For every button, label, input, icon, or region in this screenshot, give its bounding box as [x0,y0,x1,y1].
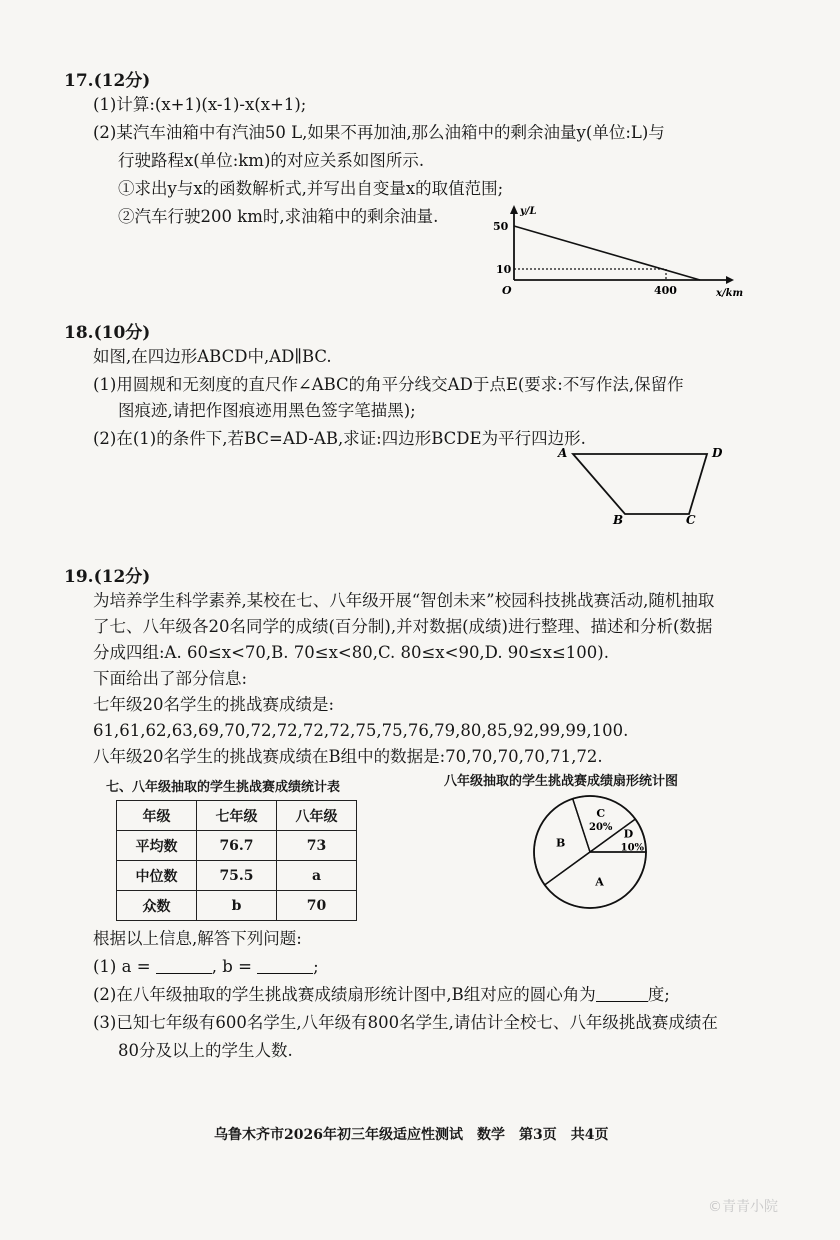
table-cell: 73 [277,831,357,861]
x-axis-arrow [726,276,734,284]
x-tick-400: 400 [654,284,677,297]
pie-label-a: A [595,875,604,889]
q17-part2-line2: 行驶路程x(单位:km)的对应关系如图所示. [118,151,425,170]
answer-blank-a[interactable] [156,957,212,974]
q18-header: 18.(10分) [64,323,151,343]
q19-grade7-title: 七年级20名学生的挑战赛成绩是: [93,695,335,714]
table-header-cell: 八年级 [277,801,357,831]
vertex-b: B [613,513,624,527]
table-header-cell: 七年级 [197,801,277,831]
vertex-c: C [686,513,696,527]
q19-q3-line2: 80分及以上的学生人数. [118,1041,293,1060]
answer-blank-angle[interactable] [596,985,648,1002]
table-cell: 中位数 [117,861,197,891]
stats-table [116,800,357,921]
table-cell: b [197,891,277,921]
q19-intro-line3: 分成四组:A. 60≤x<70,B. 70≤x<80,C. 80≤x<90,D. 90≤x≤100). [93,643,609,662]
table-cell: 众数 [117,891,197,921]
q19-q1 [93,956,319,978]
page-footer: 乌鲁木齐市2026年初三年级适应性测试 数学 第3页 共4页 [214,1127,609,1143]
q18-part2: (2)在(1)的条件下,若BC=AD-AB,求证:四边形BCDE为平行四边形. [93,429,586,448]
table-cell: 平均数 [117,831,197,861]
q17-fuel-graph [490,200,760,305]
pie-percent-d: 10% [620,842,645,854]
vertex-a: A [558,446,568,460]
pie-label-c: C [596,806,606,820]
y-tick-10: 10 [496,263,512,276]
q18-part1-line1: (1)用圆规和无刻度的直尺作∠ABC的角平分线交AD于点E(要求:不写作法,保留作 [93,375,684,394]
q19-intro-line1: 为培养学生科学素养,某校在七、八年级开展“智创未来”校园科技挑战赛活动,随机抽取 [93,591,715,610]
y-axis-label: y/L [520,206,537,217]
q19-q1-a-label: (1) a = [93,957,151,976]
pie-label-d: D [623,827,634,841]
q19-q3-line1: (3)已知七年级有600名学生,八年级有800名学生,请估计全校七、八年级挑战赛成绩在 [93,1013,718,1032]
q18-intro: 如图,在四边形ABCD中,AD∥BC. [93,347,332,366]
q17-part2-line1: (2)某汽车油箱中有汽油50 L,如果不再加油,那么油箱中的剩余油量y(单位:L)与 [93,123,665,142]
y-tick-50: 50 [493,220,509,233]
pie-percent-c: 20% [589,821,613,833]
origin-label: O [502,284,512,297]
table-header-row [117,801,357,831]
table-row [117,861,357,891]
pie-title: 八年级抽取的学生挑战赛成绩扇形统计图 [444,774,679,789]
q19-q2-end: 度; [647,985,670,1004]
q19-q1-b-label: , b = [211,957,252,976]
table-row [117,831,357,861]
pie-chart [520,790,680,922]
q17-sub2: ②汽车行驶200 km时,求油箱中的剩余油量. [118,207,439,226]
q19-q2 [93,984,670,1006]
answer-blank-b[interactable] [257,957,313,974]
q19-info-title: 下面给出了部分信息: [93,669,248,688]
q18-quadrilateral-figure [555,440,735,532]
q19-questions-intro: 根据以上信息,解答下列问题: [93,929,302,948]
fuel-line [514,226,700,280]
table-cell: 75.5 [197,861,277,891]
q19-q2-text: (2)在八年级抽取的学生挑战赛成绩扇形统计图中,B组对应的圆心角为 [93,985,596,1004]
q18-part1-line2: 图痕迹,请把作图痕迹用黑色签字笔描黑); [118,401,416,420]
table-title: 七、八年级抽取的学生挑战赛成绩统计表 [106,780,341,795]
table-row [117,891,357,921]
x-axis-label: x/km [716,288,744,299]
vertex-d: D [712,446,723,460]
q19-intro-line2: 了七、八年级各20名同学的成绩(百分制),并对数据(成绩)进行整理、描述和分析(数据 [93,617,713,636]
table-cell: 76.7 [197,831,277,861]
q17-header: 17.(12分) [64,71,151,91]
watermark: ©青青小院 [708,1199,778,1215]
pie-label-b: B [556,836,566,850]
q17-sub1: ①求出y与x的函数解析式,并写出自变量x的取值范围; [118,179,504,198]
q19-header: 19.(12分) [64,567,151,587]
q17-part1: (1)计算:(x+1)(x-1)-x(x+1); [93,95,307,114]
quadrilateral-abcd [573,454,707,514]
q19-grade8-b-line: 八年级20名学生的挑战赛成绩在B组中的数据是:70,70,70,70,71,72. [93,747,603,766]
table-header-cell: 年级 [117,801,197,831]
y-axis-arrow [510,205,518,214]
q19-q1-end: ; [313,957,319,976]
table-cell: 70 [277,891,357,921]
table-cell: a [277,861,357,891]
q19-grade7-scores: 61,61,62,63,69,70,72,72,72,72,75,75,76,79,80,85,92,99,99,100. [93,721,629,740]
